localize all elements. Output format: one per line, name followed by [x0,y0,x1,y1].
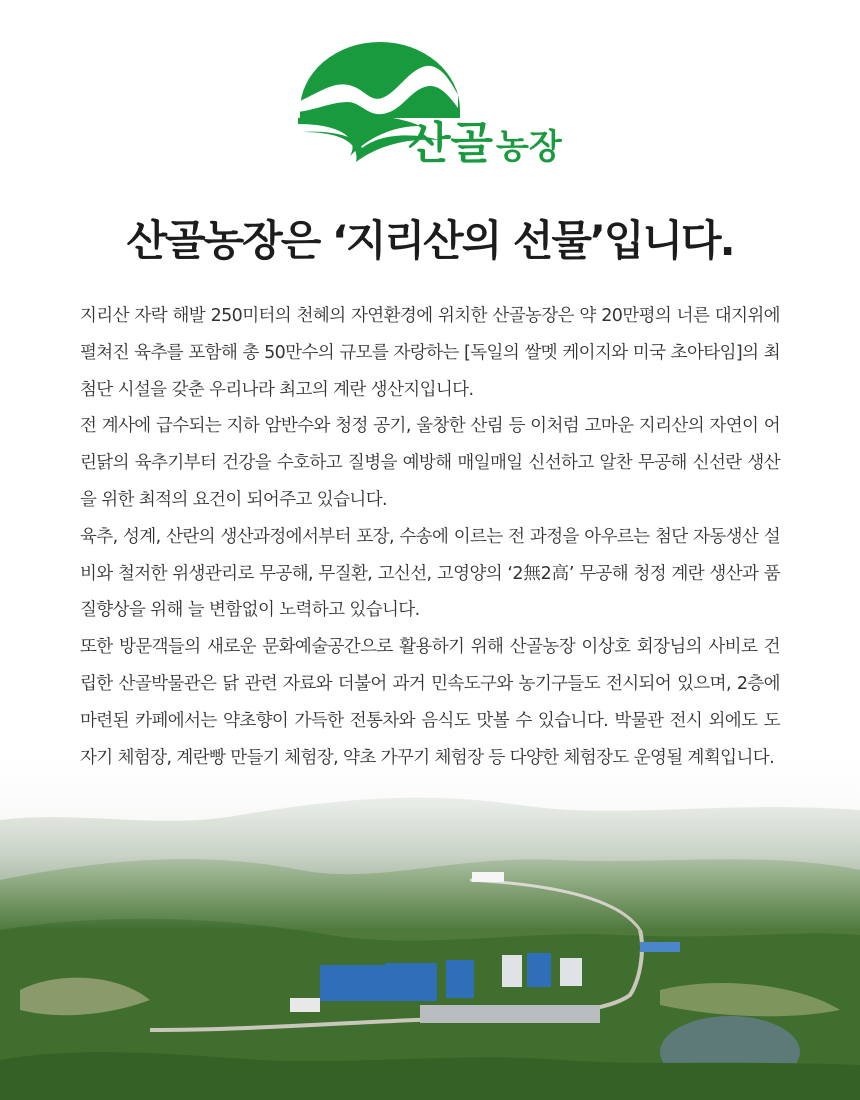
aerial-farm-photo [0,760,860,1100]
paragraph: 지리산 자락 해발 250미터의 천혜의 자연환경에 위치한 산골농장은 약 20만평의 너른 대지위에 펼쳐진 육추를 포함해 총 50만수의 규모를 자랑하는 [독일의 쌀멧 케이지와 미국 초아타임]의 최첨단 시설을 갖춘 우리나라 최고의 계란 생산지입니다. [80,306,780,400]
sangol-farm-logo [290,40,580,170]
page-headline: 산골농장은 ‘지리산의 선물’입니다. [126,216,734,265]
logo-text-small: 농장 [496,127,562,167]
paragraph: 또한 방문객들의 새로운 문화예술공간으로 활용하기 위해 산골농장 이상호 회장님의 사비로 건립한 산골박물관은 닭 관련 자료와 더불어 과거 민속도구와 농기구들도 전시되어 있으며, 2층에 마련된 카페에서는 약초향이 가득한 전통차와 음식도 맛볼 수 있습니다. 박물관 전시 외에도 도자기 체험장, 계란빵 만들기 체험장, 약초 가꾸기 체험장 등 다양한 체험장도 운영될 계획입니다. [80,637,780,768]
paragraph: 육추, 성계, 산란의 생산과정에서부터 포장, 수송에 이르는 전 과정을 아우르는 첨단 자동생산 설비와 철저한 위생관리로 무공해, 무질환, 고신선, 고영양의 ‘2無2高’ 무공해 청정 계란 생산과 품질향상을 위해 늘 변함없이 노력하고 있습니다. [80,526,780,621]
logo-text-large: 산골 [408,118,494,169]
intro-body [80,298,780,776]
paragraph: 전 계사에 급수되는 지하 암반수와 청정 공기, 울창한 산림 등 이처럼 고마운 지리산의 자연이 어린닭의 육추기부터 건강을 수호하고 질병을 예방해 매일매일 신선하고 알찬 무공해 신선란 생산을 위한 최적의 요건이 되어주고 있습니다. [80,416,780,510]
